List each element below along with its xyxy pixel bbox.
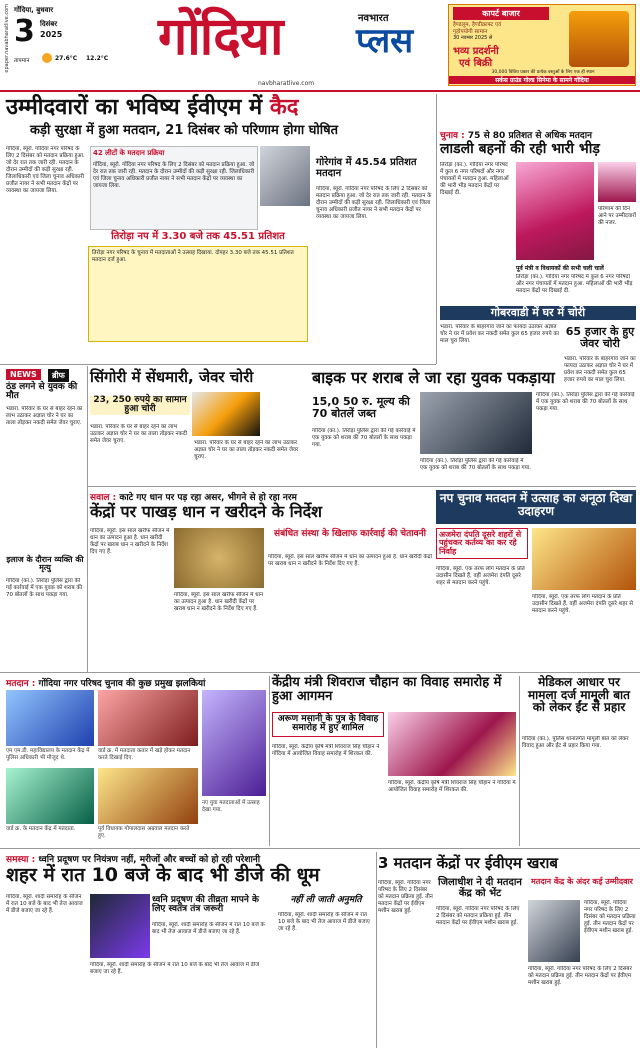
turnout-body: तिरोड़ा नगर परिषद के चुनाव में मतदाताओं ने उत्साह दिखाया. दोपहर 3.30 बजे तक 45.51 प्रतिशत मतदान दर्ज हुआ. — [92, 250, 294, 263]
shivraj-wedding-photo — [388, 712, 516, 776]
divider-2 — [88, 486, 636, 487]
jewel-theft-headline: 65 हजार के हुए जेवर चोरी — [565, 325, 635, 350]
np-election-headline: नप चुनाव मतदान में उत्साह का अनूठा दिखा उदाहरण — [439, 491, 633, 518]
shivraj-body: गोंदिया, ब्यूरो. केंद्रीय कृषि मंत्री शिवराज सिंह चौहान ने गोंदिया में आयोजित विवाह समारोह में शिरकत की. — [272, 744, 380, 757]
medical-headline: मेडिकल आधार पर मामला दर्ज मामूली बात को लेकर ईंट से प्रहार — [527, 675, 631, 715]
singori-amount: 23, 250 रुपये का सामान हुआ चोरी — [90, 396, 190, 415]
paddy-box-body: गोंदिया, ब्यूरो. इस साल खरीफ सीजन में धान का उत्पादन हुआ है. धान खरीदी केंद्रों पर खराब धान न खरीदने के निर्देश दिए गए हैं. — [268, 554, 432, 567]
paddy-headline: केंद्रों पर पाखड़ धान न खरीदने के निर्देश — [90, 502, 323, 521]
epaper-url[interactable]: epaper.navabharatlive.com — [4, 4, 10, 73]
ad-line3: भव्य प्रदर्शनी — [453, 46, 499, 57]
temp-min: 12.2°C — [86, 55, 109, 62]
evm-body: गोंदिया, ब्यूरो. गोंदिया नगर परिषद के लिए 2 दिसंबर को मतदान प्रक्रिया हुई. तीन मतदान केंद्रों पर ईवीएम मशीन खराब हुई. — [378, 880, 433, 914]
dj-body: गोंदिया, ब्यूरो. शादी समारोह के सीजन में रात 10 बजे के बाद भी तेज आवाज में डीजे बजाए जा रहे हैं. — [6, 894, 83, 914]
dj-speaker-photo — [90, 894, 150, 958]
np-election-body: गोंदिया, ब्यूरो. एक तरफ लोग मतदान के प्रति उदासीन दिखते हैं, वहीं अजमेरा दंपति दूसरे शहर से मतदान करने पहुंचे. — [436, 566, 525, 586]
col-rule-5 — [519, 676, 520, 846]
paddy-body-2: गोंदिया, ब्यूरो. इस साल खरीफ सीजन में धान का उत्पादन हुआ है. धान खरीदी केंद्रों पर खराब धान न खरीदने के निर्देश दिए गए हैं. — [174, 592, 264, 612]
singori-body-2: भंडारा. परिवार के घर से बाहर रहने का लाभ उठाकर अज्ञात चोर ने घर का ताला तोड़कर नकदी समेत जेवर चुराए. — [194, 440, 299, 460]
bike-headline: बाइक पर शराब ले जा रहा युवक पकड़ाया — [312, 368, 555, 387]
sun-icon — [42, 53, 52, 63]
gobarwadi-body: भंडारा. परिवार के बाहरगांव जाने का फायदा उठाकर अज्ञात चोर ने घर में प्रवेश कर नकदी समेत कुल 65 हजार रुपये का माल चुरा लिया. — [440, 324, 560, 344]
lead-stats-title: 42 लीटों के मतदान प्रक्रिया — [93, 149, 165, 157]
ajmera-couple-photo — [532, 528, 636, 590]
evm-side-headline: मतदान केंद्र के अंदर कई उम्मीदवार — [531, 877, 633, 886]
turnout-headline: तिरोड़ा नप में 3.30 बजे तक 45.51 प्रतिशत — [111, 231, 285, 242]
dj-body-2: गोंदिया, ब्यूरो. शादी समारोह के सीजन में रात 10 बजे के बाद भी तेज आवाज में डीजे बजाए जा रहे हैं. — [152, 922, 265, 935]
shivraj-body-2: गोंदिया, ब्यूरो. केंद्रीय कृषि मंत्री शिवराज सिंह चौहान ने गोंदिया में आयोजित विवाह समारोह में शिरकत की. — [388, 780, 516, 793]
bike-body: गोंदिया (का.). तिरोड़ा पुलिस द्वारा की गई कार्रवाई में एक युवक को शराब की 70 बोतलों के साथ पकड़ा गया. — [312, 428, 416, 448]
brief2-body: गोंदिया (का.). तिरोड़ा पुलिस द्वारा की गई कार्रवाई में एक युवक को शराब की 70 बोतलों के साथ पकड़ा गया. — [6, 578, 82, 598]
brand-main: प्लस — [356, 21, 414, 61]
ad-model-photo — [569, 11, 629, 67]
highlight-photo-1 — [6, 690, 94, 746]
dj-kicker: समस्या : ध्वनि प्रदूषण पर नियंत्रण नहीं, मरीजों और बच्चों को हो रही परेशानी — [6, 855, 261, 865]
highlight-caption-5: नए युवा मतदाताओं में उत्साह देखा गया. — [202, 800, 260, 813]
ad-dates: 30 नवम्बर 2025 से — [453, 35, 493, 41]
np-election-bar — [436, 490, 636, 524]
shivraj-sub: अरूण मसानी के पुत्र के विवाह समारोह में हुए शामिल — [272, 712, 384, 737]
dj-side-body: गोंदिया, ब्यूरो. शादी समारोह के सीजन में रात 10 बजे के बाद भी तेज आवाज में डीजे बजाए जा रहे हैं. — [278, 912, 370, 932]
ladli-sub: पूर्व मंत्री व विधायकों की सभी चली चालें — [516, 265, 604, 272]
brief1-body: भंडारा. परिवार के घर से बाहर रहने का लाभ उठाकर अज्ञात चोर ने घर का ताला तोड़कर नकदी समेत जेवर चुराए. — [6, 406, 83, 426]
paddy-box-title: संबंधित संस्था के खिलाफ कार्रवाई की चेतावनी — [274, 529, 426, 539]
city-day: गोंदिया, बुधवार — [14, 6, 54, 14]
col-rule-2 — [436, 94, 437, 364]
brief1-headline: ठंड लगने से युवक की मौत — [6, 382, 78, 402]
news-label: NEWS — [6, 369, 41, 380]
highlight-photo-2 — [98, 690, 198, 746]
date-number: 3 — [14, 14, 35, 49]
ladli-side: परिणाम की दिन आने पर उम्मीदवारों की नजर. — [598, 206, 636, 226]
dj-headline: शहर में रात 10 बजे के बाद भी डीजे की धूम — [6, 864, 320, 886]
highlight-photo-3 — [202, 690, 266, 796]
highlights-kicker: मतदान : गोंदिया नगर परिषद चुनाव की कुछ प्रमुख झलकियां — [6, 679, 206, 689]
ladli-body: तिरोड़ा (का.). गोंदिया नगर परिषद में कुल 6 नगर परिषदों और नगर पंचायतों में मतदान हुआ. महिलाओं की भारी भीड़ मतदान केंद्रों पर दिखाई दी. — [440, 162, 509, 196]
dj-side-headline: नहीं ली जाती अनुमति — [290, 895, 362, 905]
np-election-body-2: गोंदिया, ब्यूरो. एक तरफ लोग मतदान के प्रति उदासीन दिखते हैं, वहीं अजमेरा दंपति दूसरे शहर से मतदान करने पहुंचे. — [532, 594, 633, 614]
paddy-kicker: सवाल : काटे गए धान पर पड़ रहा असर, भीगने से हो रहा नरम — [90, 493, 297, 503]
gobarwadi-bar — [440, 306, 636, 320]
evm-side-body-2: गोंदिया, ब्यूरो. गोंदिया नगर परिषद के लिए 2 दिसंबर को मतदान प्रक्रिया हुई. तीन मतदान केंद्रों पर ईवीएम मशीन खराब हुई. — [528, 966, 632, 986]
medical-body: गोंदिया (का.). पुलिस थानांतर्गत मामूली बात को लेकर विवाद हुआ और ईंट से प्रहार किया गया. — [522, 736, 629, 749]
ladli-voter-photo — [598, 162, 636, 202]
lead-stats-box — [90, 146, 258, 230]
turnout-box — [88, 246, 308, 342]
dj-body-3: गोंदिया, ब्यूरो. शादी समारोह के सीजन में रात 10 बजे के बाद भी तेज आवाज में डीजे बजाए जा रहे हैं. — [90, 962, 260, 975]
highlight-photo-5 — [98, 768, 198, 824]
bike-body-2: गोंदिया (का.). तिरोड़ा पुलिस द्वारा की गई कार्रवाई में एक युवक को शराब की 70 बोतलों के साथ पकड़ा गया. — [536, 392, 635, 412]
thief-illustration — [192, 392, 260, 436]
ad-line4: एवं बिक्री — [459, 58, 493, 69]
brand-top: नवभारत — [358, 13, 389, 24]
divider-1 — [0, 364, 436, 365]
paddy-body: गोंदिया, ब्यूरो. इस साल खरीफ सीजन में धान का उत्पादन हुआ है. धान खरीदी केंद्रों पर खराब धान न खरीदने के निर्देश दिए गए हैं. — [90, 528, 170, 555]
brief2-headline: इलाज के दौरान व्यक्ति की मृत्यु — [6, 555, 84, 573]
lead-stats-body: गोंदिया, ब्यूरो. गोंदिया नगर परिषद के लिए 2 दिसंबर को मतदान प्रक्रिया हुआ. जो देर रात तक जारी रही. मतदान के दौरान उम्मीदों की कड़ी सुरक्षा रही. जिलाधिकारी एवं जिला चुनाव अधिकारी प्रजीत नायर ने सभी मतदान केंद्रों पर व्यवस्था का जायजा लिया. — [93, 162, 255, 189]
np-election-sub: अजमेरा दंपति दूसरे शहरों से पहुंचकर कर्तव्य का कर रहे निर्वाह — [436, 528, 528, 559]
evm-side-body: गोंदिया, ब्यूरो. गोंदिया नगर परिषद के लिए 2 दिसंबर को मतदान प्रक्रिया हुई. तीन मतदान केंद्रों पर ईवीएम मशीन खराब हुई. — [584, 900, 636, 934]
col-rule-1 — [87, 366, 88, 672]
ad-bottom: 30,000 विविध प्रकार की प्रत्येक वस्तुओं के लिए एक ही स्थान — [491, 70, 595, 75]
bike-amount: 15,0 50 रु. मूल्य की 70 बोतलें जब्त — [312, 395, 410, 420]
date-month: दिसंबर — [40, 20, 58, 28]
dj-sub: ध्वनि प्रदूषण की तीव्रता मापने के लिए स्वतंत्र तंत्र जरूरी — [152, 895, 259, 915]
date-year: 2025 — [40, 30, 63, 39]
lead-subhead: कड़ी सुरक्षा में हुआ मतदान, 21 दिसंबर को परिणाम होगा घोषित — [30, 123, 339, 138]
ad-title: कापर्ट बाजार — [453, 7, 549, 20]
highlight-photo-4 — [6, 768, 94, 824]
temp-max: 27.6°C — [55, 55, 78, 62]
singori-headline: सिंगोरी में सेंधमारी, जेवर चोरी — [90, 368, 254, 386]
highlight-caption-2: वार्ड क्र. में मतदाता कतार में खड़े होकर मतदान करते दिखाई दिए. — [98, 748, 191, 761]
divider-3 — [0, 672, 640, 673]
ladli-kicker: चुनाव : 75 से 80 प्रतिशत से अधिक मतदान — [440, 131, 593, 141]
evm-body-2: गोंदिया, ब्यूरो. गोंदिया नगर परिषद के लिए 2 दिसंबर को मतदान प्रक्रिया हुई. तीन मतदान केंद्रों पर ईवीएम मशीन खराब हुई. — [436, 906, 520, 926]
bike-body-3: गोंदिया (का.). तिरोड़ा पुलिस द्वारा की गई कार्रवाई में एक युवक को शराब की 70 बोतलों के साथ पकड़ा गया. — [420, 458, 531, 471]
singori-body: भंडारा. परिवार के घर से बाहर रहने का लाभ उठाकर अज्ञात चोर ने घर का ताला तोड़कर नकदी समेत जेवर चुराए. — [90, 424, 188, 444]
lead-body: गोंदिया, ब्यूरो. गोंदिया नगर परिषद के लिए 2 दिसंबर को मतदान प्रक्रिया हुआ. जो देर रात तक जारी रही. मतदान के दौरान उम्मीदों की कड़ी सुरक्षा रही. जिलाधिकारी एवं जिला चुनाव अधिकारी प्रजीत नायर ने सभी मतदान केंद्रों पर व्यवस्था का जायजा लिया. — [6, 146, 85, 194]
website[interactable]: navbharatlive.com — [258, 80, 315, 87]
bike-seizure-photo — [420, 392, 532, 454]
ad-box[interactable] — [448, 4, 636, 86]
evm-headline: 3 मतदान केंद्रों पर ईवीएम खराब — [378, 854, 558, 872]
ladli-headline: लाडली बहनों की रही भारी भीड़ — [440, 141, 600, 157]
evm-photo — [260, 146, 310, 206]
ad-line1: हैण्डलूम, हैण्डीक्राफ्ट एवं — [453, 22, 502, 28]
weather-label: तापमान — [14, 58, 30, 64]
masthead-title: गोंदिया — [158, 7, 283, 67]
divider-4 — [0, 848, 640, 849]
col-rule-3 — [376, 852, 377, 1048]
evm-candidate-photo — [528, 900, 580, 962]
jewel-theft-body: भंडारा. परिवार के बाहरगांव जाने का फायदा उठाकर अज्ञात चोर ने घर में प्रवेश कर नकदी समेत कुल 65 हजार रुपये का माल चुरा लिया. — [564, 356, 636, 383]
goregaon-headline: गोरेगांव में 45.54 प्रतिशत मतदान — [316, 157, 417, 179]
brief-label: ब्रीफ — [48, 369, 69, 382]
lead-headline: उम्मीदवारों का भविष्य ईवीएम में कैद — [6, 95, 299, 120]
paddy-grain-photo — [174, 528, 264, 588]
ladli-women-photo — [516, 162, 594, 260]
goregaon-body: गोंदिया, ब्यूरो. गोंदिया नगर परिषद के लिए 2 दिसंबर को मतदान प्रक्रिया हुआ. जो देर रात तक जारी रही. मतदान के दौरान उम्मीदों की कड़ी सुरक्षा रही. जिलाधिकारी एवं जिला चुनाव अधिकारी प्रजीत नायर ने सभी मतदान केंद्रों पर व्यवस्था का जायजा लिया. — [316, 186, 432, 220]
shivraj-headline: केंद्रीय मंत्री शिवराज चौहान का विवाह समारोह में हुआ आगमन — [272, 675, 502, 704]
col-rule-4 — [269, 676, 270, 846]
masthead-divider — [0, 90, 640, 92]
highlight-caption-1: एम एम.डी. महाविद्यालय के मतदान केंद्र में पुलिस अधिकारी भी मौजूद थे. — [6, 748, 90, 761]
evm-sub: जिलाधीश ने दी मतदान केंद्र को भेंट — [438, 877, 522, 899]
ad-venue: सर्कस ग्राउंड गोल्ड सिनेमा के सामने गोंदिया — [449, 76, 635, 84]
ladli-body-2: तिरोड़ा (का.). गोंदिया नगर परिषद में कुल 6 नगर परिषदों और नगर पंचायतों में मतदान हुआ. महिलाओं की भारी भीड़ मतदान केंद्रों पर दिखाई दी. — [516, 274, 633, 294]
highlight-caption-4: वार्ड क्र. के मतदान केंद्र में मतदाता. — [6, 826, 76, 832]
gobarwadi-headline: गोबरवाडी में घर में चोरी — [490, 306, 586, 319]
ad-line2: गृहोपयोगी सामान — [453, 29, 488, 35]
highlight-caption-3: पूर्व विधायक गोपालदास अग्रवाल मतदान करते हुए. — [98, 826, 190, 839]
